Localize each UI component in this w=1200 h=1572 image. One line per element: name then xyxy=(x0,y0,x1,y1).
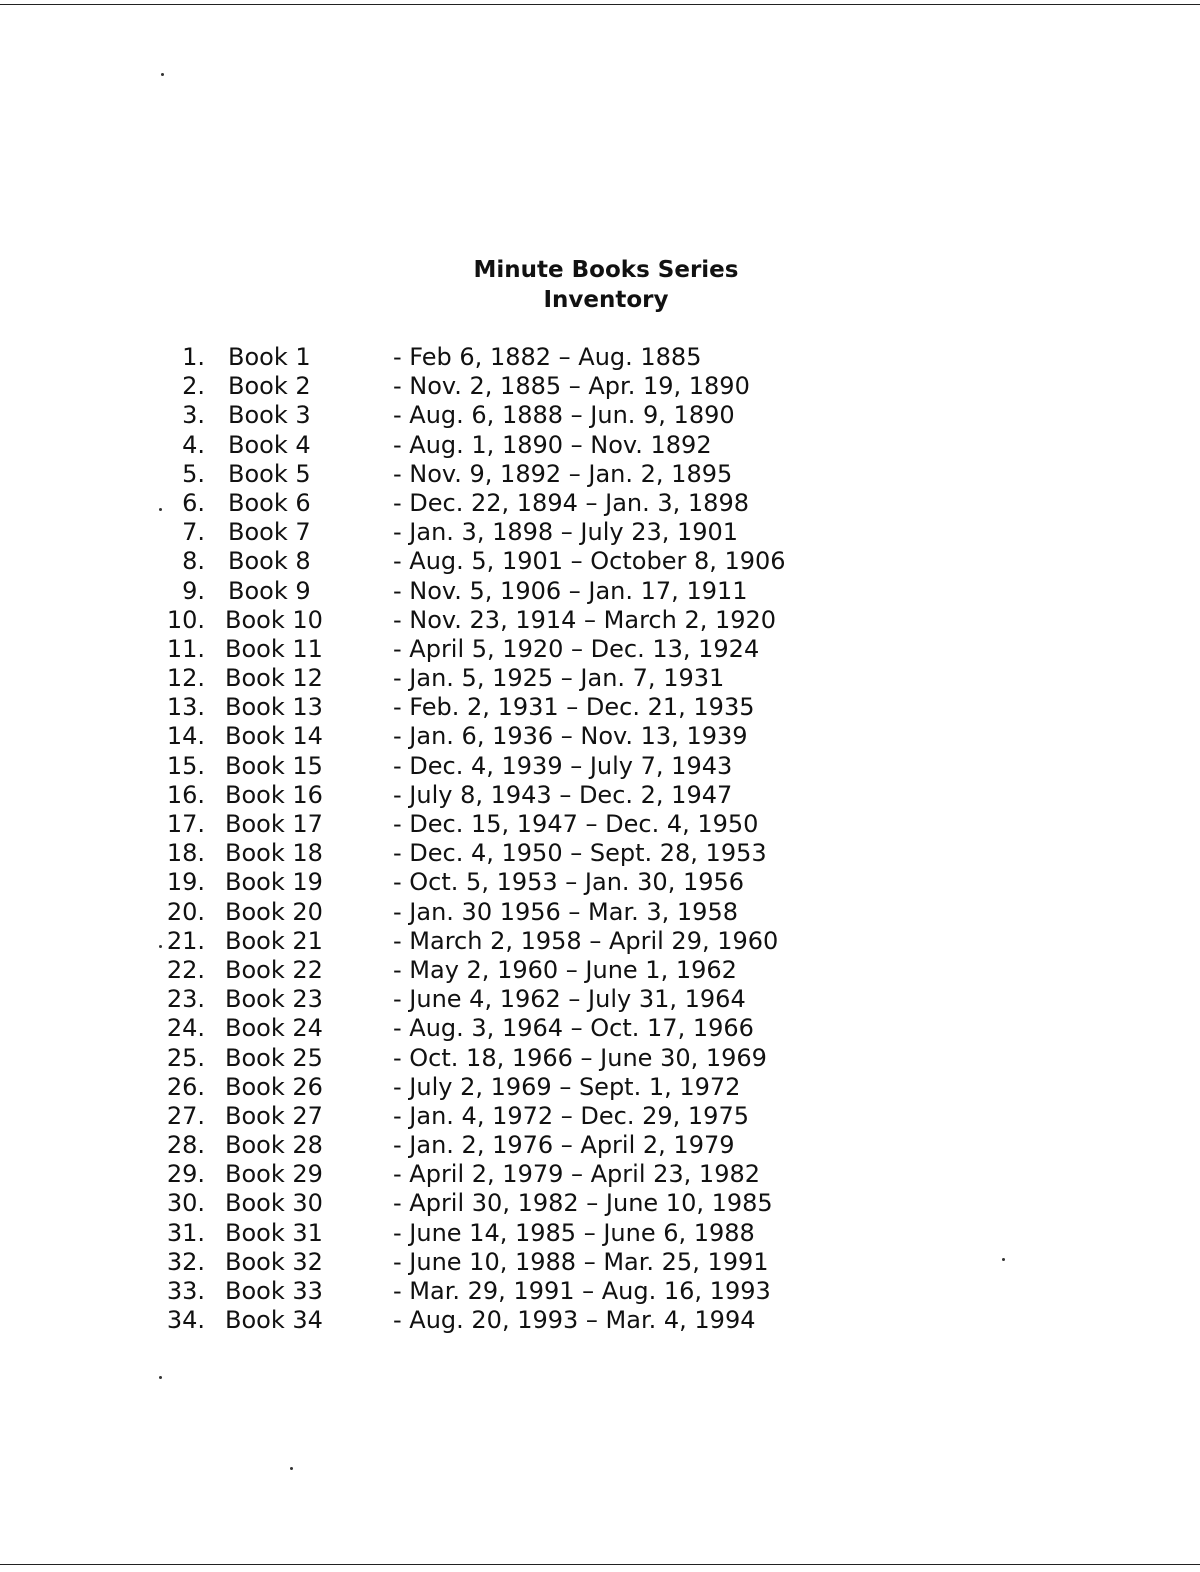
item-number: 4. xyxy=(182,430,205,459)
item-number: 9. xyxy=(182,576,205,605)
book-name: Book 30 xyxy=(225,1189,323,1218)
date-range: - Dec. 4, 1950 – Sept. 28, 1953 xyxy=(393,839,767,868)
date-range: - Dec. 15, 1947 – Dec. 4, 1950 xyxy=(393,810,759,838)
date-range: - July 2, 1969 – Sept. 1, 1972 xyxy=(393,1072,741,1101)
item-number: 10. xyxy=(166,605,205,634)
item-number: 19. xyxy=(166,868,205,897)
item-number: 11. xyxy=(166,634,205,663)
list-item xyxy=(0,633,1200,662)
item-number: 13. xyxy=(166,693,205,722)
book-name: Book 13 xyxy=(225,693,323,722)
bottom-scan-border xyxy=(0,1564,1200,1565)
book-name: Book 28 xyxy=(225,1131,323,1160)
date-range: - Jan. 30 1956 – Mar. 3, 1958 xyxy=(393,897,738,926)
date-range: - Nov. 5, 1906 – Jan. 17, 1911 xyxy=(393,576,748,605)
list-item xyxy=(0,458,1200,487)
item-number: 24. xyxy=(166,1014,205,1043)
date-range: - July 8, 1943 – Dec. 2, 1947 xyxy=(393,780,733,809)
book-name: Book 31 xyxy=(225,1218,323,1247)
date-range: - Jan. 3, 1898 – July 23, 1901 xyxy=(393,518,739,547)
date-range: - Aug. 1, 1890 – Nov. 1892 xyxy=(393,430,712,459)
item-number: 5. xyxy=(182,459,205,488)
list-item xyxy=(0,983,1200,1012)
book-name: Book 1 xyxy=(228,343,311,371)
book-name: Book 27 xyxy=(225,1101,323,1130)
list-item xyxy=(0,575,1200,604)
book-name: Book 18 xyxy=(225,839,323,868)
list-item xyxy=(0,487,1200,516)
list-item xyxy=(0,516,1200,545)
list-item xyxy=(0,750,1200,779)
list-item xyxy=(0,1275,1200,1304)
scan-speck xyxy=(290,1467,293,1470)
date-range: - Nov. 2, 1885 – Apr. 19, 1890 xyxy=(393,372,750,401)
list-item xyxy=(0,341,1200,370)
list-item xyxy=(0,604,1200,633)
item-number: 12. xyxy=(166,664,205,693)
item-number: 28. xyxy=(166,1131,205,1160)
item-number: 27. xyxy=(166,1101,205,1130)
list-item xyxy=(0,1304,1200,1333)
book-name: Book 5 xyxy=(228,459,311,488)
item-number: 23. xyxy=(166,985,205,1014)
book-name: Book 9 xyxy=(228,576,311,605)
item-number: 2. xyxy=(182,372,205,401)
date-range: - April 2, 1979 – April 23, 1982 xyxy=(393,1160,760,1189)
list-item xyxy=(0,1217,1200,1246)
list-item xyxy=(0,1158,1200,1187)
item-number: 25. xyxy=(166,1043,205,1072)
book-name: Book 29 xyxy=(225,1160,323,1189)
date-range: - Nov. 23, 1914 – March 2, 1920 xyxy=(393,605,777,634)
date-range: - April 30, 1982 – June 10, 1985 xyxy=(393,1189,773,1218)
item-number: 3. xyxy=(182,401,205,430)
list-item xyxy=(0,808,1200,837)
book-name: Book 10 xyxy=(225,605,323,634)
list-item xyxy=(0,720,1200,749)
book-name: Book 25 xyxy=(225,1043,323,1072)
list-item xyxy=(0,866,1200,895)
date-range: - Feb. 2, 1931 – Dec. 21, 1935 xyxy=(393,693,755,722)
date-range: - Aug. 5, 1901 – October 8, 1906 xyxy=(393,547,786,576)
list-item xyxy=(0,925,1200,954)
list-item xyxy=(0,954,1200,983)
date-range: - Aug. 6, 1888 – Jun. 9, 1890 xyxy=(393,401,735,430)
date-range: - June 14, 1985 – June 6, 1988 xyxy=(393,1218,755,1247)
book-name: Book 33 xyxy=(225,1277,323,1305)
date-range: - Mar. 29, 1991 – Aug. 16, 1993 xyxy=(393,1277,771,1305)
list-item xyxy=(0,837,1200,866)
item-number: 33. xyxy=(166,1277,205,1305)
inventory-list xyxy=(0,341,1200,1333)
date-range: - Jan. 4, 1972 – Dec. 29, 1975 xyxy=(393,1101,749,1130)
date-range: - Jan. 2, 1976 – April 2, 1979 xyxy=(393,1131,735,1160)
item-number: 6. xyxy=(182,488,205,517)
date-range: - Dec. 4, 1939 – July 7, 1943 xyxy=(393,751,733,780)
date-range: - Jan. 6, 1936 – Nov. 13, 1939 xyxy=(393,722,748,751)
top-scan-border xyxy=(0,4,1200,5)
book-name: Book 20 xyxy=(225,897,323,926)
date-range: - Jan. 5, 1925 – Jan. 7, 1931 xyxy=(393,664,725,693)
list-item xyxy=(0,896,1200,925)
book-name: Book 4 xyxy=(228,430,311,459)
list-item xyxy=(0,779,1200,808)
list-item xyxy=(0,399,1200,428)
item-number: 18. xyxy=(166,839,205,868)
item-number: 14. xyxy=(166,722,205,751)
item-number: 15. xyxy=(166,751,205,780)
list-item xyxy=(0,1129,1200,1158)
book-name: Book 26 xyxy=(225,1072,323,1101)
list-item xyxy=(0,1187,1200,1216)
scan-speck xyxy=(159,1376,162,1379)
book-name: Book 15 xyxy=(225,751,323,780)
item-number: 22. xyxy=(166,955,205,984)
date-range: - Dec. 22, 1894 – Jan. 3, 1898 xyxy=(393,488,749,517)
item-number: 34. xyxy=(166,1306,205,1335)
list-item xyxy=(0,1246,1200,1275)
page-title: Minute Books Series xyxy=(473,257,739,283)
item-number: 21. xyxy=(166,926,205,955)
date-range: - Oct. 18, 1966 – June 30, 1969 xyxy=(393,1043,767,1072)
book-name: Book 6 xyxy=(228,488,311,517)
book-name: Book 8 xyxy=(228,547,311,576)
date-range: - May 2, 1960 – June 1, 1962 xyxy=(393,955,737,984)
book-name: Book 22 xyxy=(225,955,323,984)
book-name: Book 19 xyxy=(225,868,323,897)
page-subtitle: Inventory xyxy=(543,287,669,313)
item-number: 16. xyxy=(166,780,205,809)
date-range: - June 10, 1988 – Mar. 25, 1991 xyxy=(393,1247,769,1276)
date-range: - Aug. 20, 1993 – Mar. 4, 1994 xyxy=(393,1306,756,1335)
list-item xyxy=(0,1012,1200,1041)
date-range: - Oct. 5, 1953 – Jan. 30, 1956 xyxy=(393,868,745,897)
item-number: 17. xyxy=(166,810,205,838)
list-item xyxy=(0,1071,1200,1100)
item-number: 8. xyxy=(182,547,205,576)
list-item xyxy=(0,662,1200,691)
date-range: - Nov. 9, 1892 – Jan. 2, 1895 xyxy=(393,459,733,488)
item-number: 20. xyxy=(166,897,205,926)
item-number: 1. xyxy=(182,343,205,371)
item-number: 29. xyxy=(166,1160,205,1189)
list-item xyxy=(0,1042,1200,1071)
list-item xyxy=(0,429,1200,458)
book-name: Book 21 xyxy=(225,926,323,955)
book-name: Book 34 xyxy=(225,1306,323,1335)
book-name: Book 7 xyxy=(228,518,311,547)
book-name: Book 32 xyxy=(225,1247,323,1276)
book-name: Book 11 xyxy=(225,634,323,663)
book-name: Book 23 xyxy=(225,985,323,1014)
list-item xyxy=(0,691,1200,720)
book-name: Book 12 xyxy=(225,664,323,693)
item-number: 7. xyxy=(182,518,205,547)
list-item xyxy=(0,370,1200,399)
book-name: Book 16 xyxy=(225,780,323,809)
item-number: 26. xyxy=(166,1072,205,1101)
item-number: 30. xyxy=(166,1189,205,1218)
book-name: Book 2 xyxy=(228,372,311,401)
date-range: - March 2, 1958 – April 29, 1960 xyxy=(393,926,779,955)
date-range: - Feb 6, 1882 – Aug. 1885 xyxy=(393,343,702,371)
book-name: Book 17 xyxy=(225,810,323,838)
date-range: - April 5, 1920 – Dec. 13, 1924 xyxy=(393,634,760,663)
date-range: - Aug. 3, 1964 – Oct. 17, 1966 xyxy=(393,1014,754,1043)
date-range: - June 4, 1962 – July 31, 1964 xyxy=(393,985,746,1014)
list-item xyxy=(0,545,1200,574)
item-number: 31. xyxy=(166,1218,205,1247)
book-name: Book 24 xyxy=(225,1014,323,1043)
item-number: 32. xyxy=(166,1247,205,1276)
list-item xyxy=(0,1100,1200,1129)
scan-speck xyxy=(161,73,164,76)
book-name: Book 14 xyxy=(225,722,323,751)
book-name: Book 3 xyxy=(228,401,311,430)
